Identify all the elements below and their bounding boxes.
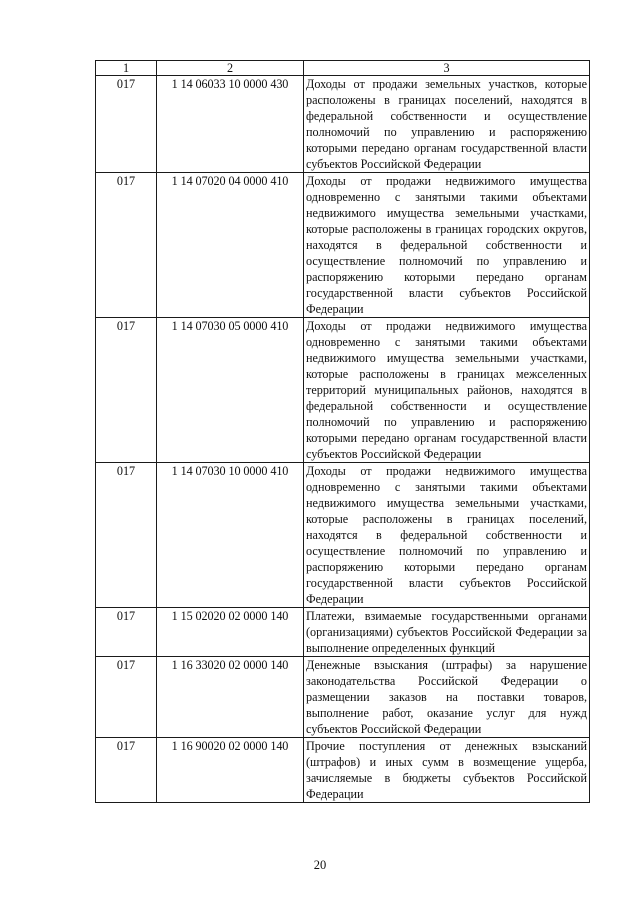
admin-code-cell: 017 (96, 608, 157, 657)
kbk-code-cell: 1 16 90020 02 0000 140 (157, 738, 304, 803)
table-header-row (96, 61, 590, 76)
header-col-3: 3 (304, 61, 590, 76)
table-row (96, 76, 590, 173)
kbk-code-cell: 1 14 07020 04 0000 410 (157, 173, 304, 318)
description-cell: Денежные взыскания (штрафы) за нарушение законодательства Российской Федерации о размещении заказов на поставки товаров, выполнение работ, оказание услуг для нужд субъектов Российской Федерации (304, 657, 590, 738)
header-col-1: 1 (96, 61, 157, 76)
admin-code-cell: 017 (96, 76, 157, 173)
kbk-code-cell: 1 15 02020 02 0000 140 (157, 608, 304, 657)
description-cell: Прочие поступления от денежных взысканий (штрафов) и иных сумм в возмещение ущерба, зачисляемые в бюджеты субъектов Российской Федерации (304, 738, 590, 803)
page-number: 20 (313, 858, 327, 872)
admin-code-cell: 017 (96, 738, 157, 803)
admin-code-cell: 017 (96, 463, 157, 608)
table-row (96, 608, 590, 657)
kbk-code-cell: 1 14 06033 10 0000 430 (157, 76, 304, 173)
admin-code-cell: 017 (96, 657, 157, 738)
kbk-code-cell: 1 14 07030 05 0000 410 (157, 318, 304, 463)
table-row (96, 173, 590, 318)
table-row (96, 463, 590, 608)
kbk-code-cell: 1 16 33020 02 0000 140 (157, 657, 304, 738)
revenue-codes-table (95, 60, 590, 803)
header-col-2: 2 (157, 61, 304, 76)
kbk-code-cell: 1 14 07030 10 0000 410 (157, 463, 304, 608)
description-cell: Доходы от продажи земельных участков, которые расположены в границах поселений, находятся в федеральной собственности и осуществление полномочий по управлению и распоряжению которыми передано органам государственной власти субъектов Российской Федерации (304, 76, 590, 173)
table-row (96, 657, 590, 738)
description-cell: Доходы от продажи недвижимого имущества одновременно с занятыми такими объектами недвижимого имущества земельными участками, которые расположены в границах межселенных территорий муниципальных районов, находятся в федеральной собственности и осуществление полномочий по управлению и распоряжению которыми передано органам государственной власти субъектов Российской Федерации (304, 318, 590, 463)
description-cell: Доходы от продажи недвижимого имущества одновременно с занятыми такими объектами недвижимого имущества земельными участками, которые расположены в границах городских округов, находятся в федеральной собственности и осуществление полномочий по управлению и распоряжению которыми передано органам государственной власти субъектов Российской Федерации (304, 173, 590, 318)
table-row (96, 318, 590, 463)
description-cell: Доходы от продажи недвижимого имущества одновременно с занятыми такими объектами недвижимого имущества земельными участками, которые расположены в границах поселений, находятся в федеральной собственности и осуществление полномочий по управлению и распоряжению которыми передано органам государственной власти субъектов Российской Федерации (304, 463, 590, 608)
admin-code-cell: 017 (96, 173, 157, 318)
description-cell: Платежи, взимаемые государственными органами (организациями) субъектов Российской Федерации за выполнение определенных функций (304, 608, 590, 657)
table-row (96, 738, 590, 803)
admin-code-cell: 017 (96, 318, 157, 463)
